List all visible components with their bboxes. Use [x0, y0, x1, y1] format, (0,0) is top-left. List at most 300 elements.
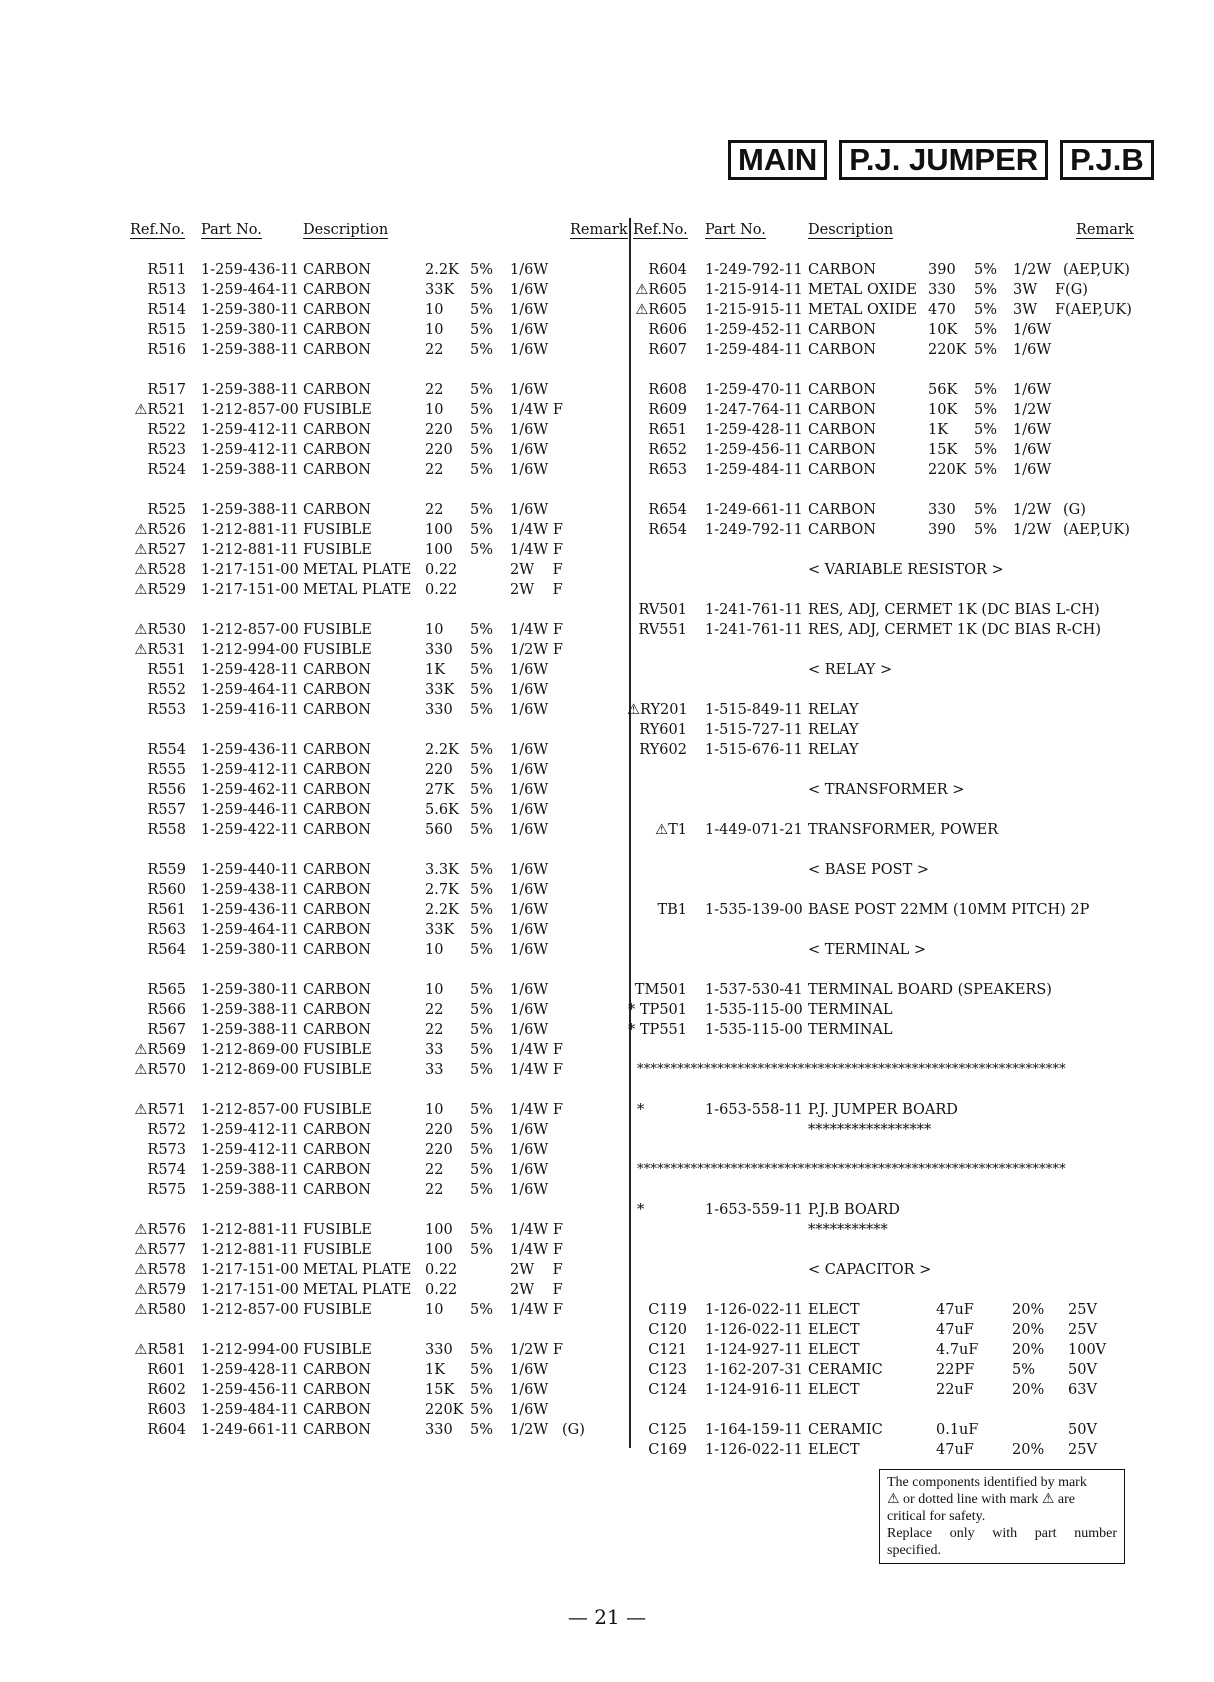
part-no: 1-259-440-11 — [201, 862, 299, 878]
description: CARBON — [303, 1022, 371, 1038]
description: CARBON — [808, 502, 876, 518]
remark: (G) — [1063, 502, 1086, 518]
part-no: 1-535-115-00 — [705, 1002, 803, 1018]
safety-note-line: critical for safety. — [887, 1509, 986, 1524]
description: CARBON — [808, 262, 876, 278]
value: 33K — [425, 922, 455, 938]
ref-no: C120 — [648, 1322, 687, 1338]
ref-no: R511 — [147, 262, 186, 278]
rating: 1/4W F — [510, 1042, 563, 1058]
part-no: 1-259-422-11 — [201, 822, 299, 838]
rating: 3W — [1013, 282, 1038, 298]
value: 22 — [425, 1022, 444, 1038]
description: CARBON — [303, 1362, 371, 1378]
part-no: 1-212-881-11 — [201, 1242, 299, 1258]
rating: 1/6W — [510, 1362, 549, 1378]
part-no: 1-259-412-11 — [201, 1122, 299, 1138]
value: 330 — [928, 282, 956, 298]
rating: 1/6W — [1013, 462, 1052, 478]
description: FUSIBLE — [303, 1342, 372, 1358]
ref-no: C121 — [648, 1342, 687, 1358]
part-no: 1-259-380-11 — [201, 942, 299, 958]
table-row — [0, 880, 1214, 900]
ref-no: R608 — [648, 382, 687, 398]
part-no: 1-249-661-11 — [705, 502, 803, 518]
table-row — [0, 1300, 1214, 1320]
description: CARBON — [808, 442, 876, 458]
description: CARBON — [303, 322, 371, 338]
tag-main: MAIN — [728, 140, 827, 180]
tolerance: 5% — [974, 422, 998, 438]
value: 0.22 — [425, 582, 458, 598]
rating: 1/6W — [510, 282, 549, 298]
rating: 1/4W F — [510, 1242, 563, 1258]
tolerance: 5% — [470, 402, 494, 418]
table-row — [0, 440, 1214, 460]
rating: 1/6W — [1013, 422, 1052, 438]
description: P.J.B BOARD — [808, 1202, 900, 1218]
tolerance: 5% — [470, 382, 494, 398]
part-no: 1-259-388-11 — [201, 1002, 299, 1018]
rating: 3W — [1013, 302, 1038, 318]
table-row — [0, 500, 1214, 520]
safety-note — [879, 1469, 1125, 1564]
part-no: 1-259-388-11 — [201, 1162, 299, 1178]
value: 5.6K — [425, 802, 459, 818]
description: METAL OXIDE — [808, 302, 917, 318]
table-row — [0, 1420, 1214, 1440]
description: CARBON — [303, 462, 371, 478]
rating: 1/6W — [510, 442, 549, 458]
description: ELECT — [808, 1442, 860, 1458]
part-no: 1-259-380-11 — [201, 302, 299, 318]
part-no: 1-259-388-11 — [201, 1182, 299, 1198]
value: 22 — [425, 342, 444, 358]
rating: 1/6W — [510, 762, 549, 778]
safety-note-line: Replace only with part number — [887, 1526, 1117, 1541]
table-row — [0, 1000, 1214, 1020]
rating: 1/6W — [510, 1402, 549, 1418]
ref-no: ⚠R569 — [134, 1042, 186, 1058]
value: 330 — [425, 642, 453, 658]
rating: 1/6W — [510, 782, 549, 798]
rating: 1/2W F — [510, 1342, 563, 1358]
part-no: 1-217-151-00 — [201, 1282, 299, 1298]
value: 220 — [425, 1122, 453, 1138]
ref-no: ⚠RY201 — [627, 702, 688, 718]
rating: 2W F — [510, 1282, 563, 1298]
value: 47uF — [936, 1442, 974, 1458]
table-row — [0, 680, 1214, 700]
description: FUSIBLE — [303, 642, 372, 658]
ref-no: R609 — [648, 402, 687, 418]
section-heading: < TERMINAL > — [808, 942, 927, 958]
value: 330 — [928, 502, 956, 518]
tolerance: 5% — [974, 262, 998, 278]
ref-no: ⚠R581 — [134, 1342, 186, 1358]
part-no: 1-212-869-00 — [201, 1062, 299, 1078]
rating: 1/6W — [510, 942, 549, 958]
ref-no: R554 — [147, 742, 186, 758]
rating: 1/6W — [510, 682, 549, 698]
part-no: 1-259-388-11 — [201, 462, 299, 478]
description: CARBON — [303, 502, 371, 518]
description: CARBON — [303, 802, 371, 818]
tolerance: 5% — [974, 462, 998, 478]
value: 390 — [928, 522, 956, 538]
part-no: 1-259-380-11 — [201, 982, 299, 998]
part-no: 1-249-792-11 — [705, 262, 803, 278]
tolerance: 5% — [974, 522, 998, 538]
description: P.J. JUMPER BOARD — [808, 1102, 958, 1118]
separator-line: **************************************************************** — [637, 1062, 1066, 1077]
ref-no: R607 — [648, 342, 687, 358]
rating: 1/6W — [510, 822, 549, 838]
table-row — [0, 1060, 1214, 1080]
description: ELECT — [808, 1382, 860, 1398]
voltage: 25V — [1068, 1442, 1097, 1458]
table-row — [0, 260, 1214, 280]
tolerance: 5% — [470, 802, 494, 818]
ref-no: R523 — [147, 442, 186, 458]
description: ELECT — [808, 1342, 860, 1358]
description: CARBON — [303, 922, 371, 938]
part-no: 1-259-412-11 — [201, 1142, 299, 1158]
tolerance: 5% — [470, 1222, 494, 1238]
rating: 1/6W — [510, 1142, 549, 1158]
voltage: 50V — [1068, 1362, 1097, 1378]
table-row — [0, 720, 1214, 740]
ref-no: R559 — [147, 862, 186, 878]
rating: 1/4W F — [510, 542, 563, 558]
part-no: 1-259-484-11 — [201, 1402, 299, 1418]
ref-no: R604 — [147, 1422, 186, 1438]
rating: 1/4W F — [510, 1302, 563, 1318]
ref-no: ⚠T1 — [655, 822, 687, 838]
value: 100 — [425, 1242, 453, 1258]
part-no: 1-259-462-11 — [201, 782, 299, 798]
description: ELECT — [808, 1322, 860, 1338]
tolerance: 5% — [470, 262, 494, 278]
rating: 1/2W F — [510, 642, 563, 658]
ref-no: C125 — [648, 1422, 687, 1438]
ref-no: R567 — [147, 1022, 186, 1038]
separator-line: **************************************************************** — [637, 1162, 1066, 1177]
description: CARBON — [303, 1382, 371, 1398]
ref-no: ⚠R576 — [134, 1222, 186, 1238]
value: 10 — [425, 942, 444, 958]
value: 470 — [928, 302, 956, 318]
table-row — [0, 1320, 1214, 1340]
tolerance: 5% — [470, 702, 494, 718]
rating: 1/6W — [510, 382, 549, 398]
description: CARBON — [303, 442, 371, 458]
description: CERAMIC — [808, 1362, 883, 1378]
section-heading: < RELAY > — [808, 662, 893, 678]
part-no: 1-217-151-00 — [201, 562, 299, 578]
part-no: 1-537-530-41 — [705, 982, 803, 998]
section-heading: < VARIABLE RESISTOR > — [808, 562, 1004, 578]
part-no: 1-217-151-00 — [201, 582, 299, 598]
part-no: 1-259-456-11 — [201, 1382, 299, 1398]
table-row — [0, 1400, 1214, 1420]
ref-no: R553 — [147, 702, 186, 718]
part-no: 1-124-927-11 — [705, 1342, 803, 1358]
rating: 1/6W — [1013, 442, 1052, 458]
ref-no: R513 — [147, 282, 186, 298]
rating: 1/6W — [510, 322, 549, 338]
description: RES, ADJ, CERMET 1K (DC BIAS R-CH) — [808, 622, 1101, 638]
description: CARBON — [808, 522, 876, 538]
table-row — [0, 400, 1214, 420]
ref-no: ⚠R578 — [134, 1262, 186, 1278]
tolerance: 5% — [974, 442, 998, 458]
value: 15K — [425, 1382, 455, 1398]
description: CARBON — [303, 902, 371, 918]
header-part: Part No. — [705, 222, 766, 238]
ref-no: R565 — [147, 982, 186, 998]
tolerance: 5% — [470, 922, 494, 938]
rating: 1/4W F — [510, 1222, 563, 1238]
rating: 1/6W — [510, 502, 549, 518]
ref-no: ⚠R528 — [134, 562, 186, 578]
description: CARBON — [303, 382, 371, 398]
ref-no: R558 — [147, 822, 186, 838]
ref-no: ⚠R605 — [635, 282, 687, 298]
tolerance: 5% — [470, 1362, 494, 1378]
rating: 1/2W — [1013, 522, 1052, 538]
description: CARBON — [303, 1422, 371, 1438]
table-row — [0, 660, 1214, 680]
part-no: 1-241-761-11 — [705, 602, 803, 618]
safety-note-line: The components identified by mark — [887, 1475, 1087, 1490]
tolerance: 5% — [470, 662, 494, 678]
rating: 1/2W — [1013, 402, 1052, 418]
description: METAL PLATE — [303, 1282, 412, 1298]
part-no: 1-515-676-11 — [705, 742, 803, 758]
table-row — [0, 1020, 1214, 1040]
tolerance: 5% — [470, 1122, 494, 1138]
value: 22 — [425, 462, 444, 478]
ref-no: TM501 — [634, 982, 687, 998]
part-no: 1-259-412-11 — [201, 762, 299, 778]
tolerance: 5% — [470, 982, 494, 998]
ref-no: R524 — [147, 462, 186, 478]
value: 22 — [425, 1182, 444, 1198]
ref-no: ⚠R605 — [635, 302, 687, 318]
description: CARBON — [808, 342, 876, 358]
table-row — [0, 700, 1214, 720]
ref-no: R566 — [147, 1002, 186, 1018]
header-desc: Description — [808, 222, 894, 238]
ref-no: R575 — [147, 1182, 186, 1198]
part-no: 1-259-380-11 — [201, 322, 299, 338]
ref-no: ⚠R521 — [134, 402, 186, 418]
table-row — [0, 300, 1214, 320]
description: FUSIBLE — [303, 1302, 372, 1318]
tolerance: 20% — [1012, 1322, 1045, 1338]
ref-no: R555 — [147, 762, 186, 778]
ref-no: R572 — [147, 1122, 186, 1138]
value: 1K — [928, 422, 949, 438]
ref-no: RY601 — [639, 722, 687, 738]
description: CARBON — [303, 882, 371, 898]
rating: 1/6W — [510, 662, 549, 678]
rating: 1/6W — [510, 342, 549, 358]
part-no: 1-212-857-00 — [201, 402, 299, 418]
rating: 2W F — [510, 562, 563, 578]
value: 22PF — [936, 1362, 975, 1378]
value: 10 — [425, 302, 444, 318]
remark: (AEP,UK) — [1063, 262, 1130, 278]
tolerance: 5% — [470, 1042, 494, 1058]
description: CERAMIC — [808, 1422, 883, 1438]
rating: 1/4W F — [510, 522, 563, 538]
rating: 1/6W — [510, 462, 549, 478]
rating: 1/6W — [510, 802, 549, 818]
rating: 2W F — [510, 582, 563, 598]
ref-no: ⚠R527 — [134, 542, 186, 558]
ref-no: RY602 — [639, 742, 687, 758]
table-row — [0, 1380, 1214, 1400]
ref-no: R573 — [147, 1142, 186, 1158]
description: RELAY — [808, 742, 859, 758]
description: CARBON — [303, 742, 371, 758]
ref-no: ⚠R570 — [134, 1062, 186, 1078]
tolerance: 5% — [470, 522, 494, 538]
ref-no: ⚠R577 — [134, 1242, 186, 1258]
value: 33 — [425, 1062, 444, 1078]
tolerance: 5% — [470, 1142, 494, 1158]
description: CARBON — [303, 1142, 371, 1158]
rating: 1/6W — [510, 882, 549, 898]
tolerance: 5% — [470, 682, 494, 698]
description: CARBON — [303, 1182, 371, 1198]
part-no: 1-535-139-00 — [705, 902, 803, 918]
description: FUSIBLE — [303, 1102, 372, 1118]
tolerance: 20% — [1012, 1302, 1045, 1318]
header-ref: Ref.No. — [130, 222, 185, 238]
description: CARBON — [808, 382, 876, 398]
part-no: 1-249-661-11 — [201, 1422, 299, 1438]
tolerance: 5% — [470, 1182, 494, 1198]
part-no: 1-259-416-11 — [201, 702, 299, 718]
table-row — [0, 600, 1214, 620]
description: CARBON — [303, 1402, 371, 1418]
value: 22 — [425, 502, 444, 518]
part-no: 1-259-456-11 — [705, 442, 803, 458]
remark: (G) — [562, 1422, 585, 1438]
tolerance: 5% — [974, 342, 998, 358]
ref-no: R563 — [147, 922, 186, 938]
part-no: 1-535-115-00 — [705, 1022, 803, 1038]
part-no: 1-249-792-11 — [705, 522, 803, 538]
tolerance: 5% — [470, 1002, 494, 1018]
description: BASE POST 22MM (10MM PITCH) 2P — [808, 902, 1090, 918]
ref-no: ⚠R580 — [134, 1302, 186, 1318]
value: 10 — [425, 322, 444, 338]
tolerance: 5% — [470, 422, 494, 438]
table-row — [0, 1220, 1214, 1240]
description: CARBON — [303, 862, 371, 878]
description: CARBON — [303, 662, 371, 678]
part-no: 1-212-881-11 — [201, 522, 299, 538]
ref-no: R601 — [147, 1362, 186, 1378]
rating: 1/6W — [510, 422, 549, 438]
tag-pj-jumper: P.J. JUMPER — [839, 140, 1048, 180]
ref-no: R560 — [147, 882, 186, 898]
description: CARBON — [303, 1162, 371, 1178]
ref-no: ⚠R571 — [134, 1102, 186, 1118]
tolerance: 5% — [470, 942, 494, 958]
description: TERMINAL — [808, 1002, 893, 1018]
part-no: 1-259-436-11 — [201, 902, 299, 918]
table-row — [0, 340, 1214, 360]
part-no: 1-259-484-11 — [705, 462, 803, 478]
value: 0.1uF — [936, 1422, 979, 1438]
part-no: 1-449-071-21 — [705, 822, 803, 838]
description: METAL PLATE — [303, 562, 412, 578]
description: CARBON — [303, 302, 371, 318]
tolerance: 5% — [470, 1102, 494, 1118]
tolerance: 5% — [470, 322, 494, 338]
value: 100 — [425, 522, 453, 538]
part-no: 1-164-159-11 — [705, 1422, 803, 1438]
value: 330 — [425, 1422, 453, 1438]
part-no: 1-124-916-11 — [705, 1382, 803, 1398]
rating: 1/6W — [510, 1182, 549, 1198]
tolerance: 5% — [470, 1422, 494, 1438]
part-no: 1-259-388-11 — [201, 382, 299, 398]
description: CARBON — [303, 942, 371, 958]
value: 15K — [928, 442, 958, 458]
part-no: 1-653-558-11 — [705, 1102, 803, 1118]
ref-no: R651 — [648, 422, 687, 438]
ref-no: RV551 — [638, 622, 687, 638]
ref-no: R653 — [648, 462, 687, 478]
section-heading: < TRANSFORMER > — [808, 782, 965, 798]
table-row — [0, 1120, 1214, 1140]
value: 2.7K — [425, 882, 459, 898]
header-desc: Description — [303, 222, 389, 238]
value: 2.2K — [425, 262, 459, 278]
safety-note-line: specified. — [887, 1543, 942, 1558]
description: *********** — [808, 1222, 888, 1238]
description: METAL OXIDE — [808, 282, 917, 298]
ref-no: R557 — [147, 802, 186, 818]
ref-no: R602 — [147, 1382, 186, 1398]
ref-no: * TP551 — [628, 1022, 687, 1038]
safety-note-line: ⚠ or dotted line with mark ⚠ are — [887, 1492, 1075, 1507]
ref-no: R522 — [147, 422, 186, 438]
table-row — [0, 1240, 1214, 1260]
tolerance: 5% — [470, 1382, 494, 1398]
ref-no: ⚠R531 — [134, 642, 186, 658]
ref-no: R551 — [147, 662, 186, 678]
part-no: 1-259-464-11 — [201, 282, 299, 298]
ref-no: R604 — [648, 262, 687, 278]
ref-no: R515 — [147, 322, 186, 338]
rating: 1/6W — [510, 1162, 549, 1178]
rating: 1/6W — [510, 1382, 549, 1398]
description: RELAY — [808, 702, 859, 718]
part-no: 1-212-857-00 — [201, 1102, 299, 1118]
tolerance: 5% — [470, 282, 494, 298]
tolerance: 5% — [470, 742, 494, 758]
tolerance: 5% — [470, 302, 494, 318]
value: 56K — [928, 382, 958, 398]
description: FUSIBLE — [303, 1222, 372, 1238]
